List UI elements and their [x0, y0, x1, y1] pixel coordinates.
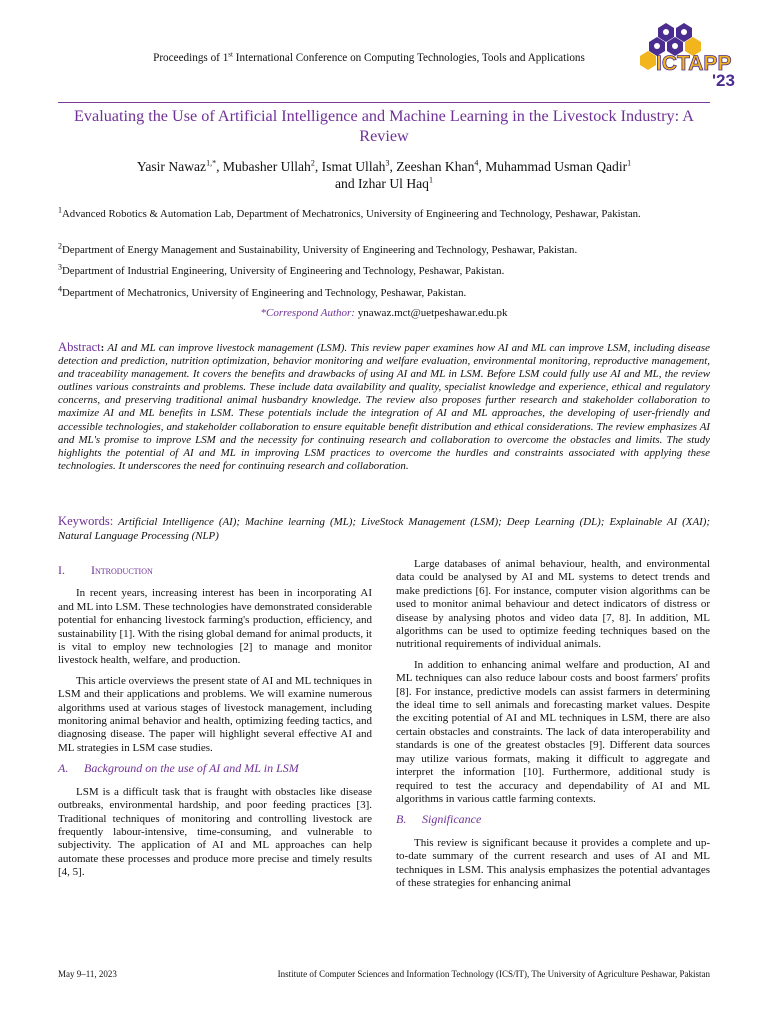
- section-heading-introduction: I. Introduction: [58, 563, 153, 577]
- paper-title: Evaluating the Use of Artificial Intelligence and Machine Learning in the Livestock Industry: A Review: [74, 107, 694, 145]
- correspondence: [58, 307, 710, 319]
- correspondence-email[interactable]: ynawaz.mct@uetpeshawar.edu.pk: [357, 307, 508, 319]
- affiliation-4: $^4$Department of Mechatronics, University of Engineering and Technology, Peshawar, Pakistan.: [58, 284, 467, 299]
- subsection-heading-background: A. Background on the use of AI and ML in LSM: [58, 761, 299, 776]
- abstract-text: AI and ML can improve livestock management (LSM). This review paper examines how AI and ML can improve LSM, including disease detection and prediction, nutrition optimization, behavior monitoring and welfare evaluation, environmental monitoring, reproductive management, and traceability management. It covers the benefits and drawbacks of using AI and ML in LSM. Before LSM could fully use AI and ML, the review outlines various constraints and problems. These include data availability and quality, specialist knowledge and experience, ethical and regulatory concerns, and preserving traditional animal husbandry knowledge. The review also proposes further research and stakeholder collaboration to maximize AI and ML benefits in LSM. These potentials include the integration of AI and ML approaches, the developing of user-friendly and accessible technologies, and stakeholder collaboration to ensure equitable benefit distribution and ethical considerations. The review emphasizes AI and ML's promise to improve LSM and the necessity for continuing research and collaboration to overcome the obstacles and limits. The study highlights the potential of AI and ML in improving LSM practices to overcome the hurdles and constraints associated with applying these technologies. It underscores the need for continuing research and collaboration.: [58, 342, 710, 472]
- author-list: [58, 158, 710, 192]
- logo-text: ICTAPP: [656, 52, 732, 75]
- header-rule: [58, 102, 710, 103]
- author-name: Muhammad Usman Qadir: [485, 159, 628, 174]
- ictapp-logo: [636, 22, 756, 92]
- author-name: and Izhar Ul Haq: [335, 176, 429, 191]
- author-name: Ismat Ullah: [321, 159, 386, 174]
- paragraph: Large databases of animal behaviour, health, and environmental data could be analysed by AI and ML systems to detect trends and make predictions [6]. For instance, computer vision algorithms can be used to monitor animal behaviour and detect indicators of distress or disease by analysing photos and video data [7, 8]. In addition, ML algorithms can be used to optimize feeding techniques based on the nutritional requirements of individual animals.: [396, 558, 710, 651]
- header-text-post: International Conference on Computing Technologies, Tools and Applications: [232, 51, 585, 64]
- abstract-label: Abstract: [58, 340, 101, 354]
- author-separator: ,: [216, 159, 223, 174]
- logo-year: '23: [712, 71, 735, 90]
- author-separator: ,: [314, 159, 322, 174]
- author-affiliation-mark: 1: [428, 175, 433, 185]
- paragraph: LSM is a difficult task that is fraught with obstacles like disease outbreaks, environmental hardship, and poor feeding practices [3]. Traditional techniques of monitoring and controlling livestock are frequently labour-intensive, time-consuming, and vulnerable to subjectivity. The application of AI and ML approaches can help automate these processes and produce more precise and timely results [4, 5].: [58, 785, 372, 879]
- header-text-pre: Proceedings of 1: [153, 51, 229, 64]
- affiliation-1: $^1$Advanced Robotics & Automation Lab, Department of Mechatronics, University of Engineering and Technology, Peshawar, Pakistan.: [58, 205, 641, 220]
- author-affiliation-mark: 1,*: [206, 158, 217, 168]
- subsection-heading-significance: B. Significance: [396, 812, 482, 827]
- footer-institution: Institute of Computer Sciences and Information Technology (ICS/IT), The University of Agriculture Peshawar, Pakistan: [277, 969, 710, 979]
- author-name: Zeeshan Khan: [396, 159, 475, 174]
- affiliation-2: $^2$Department of Energy Management and Sustainability, University of Engineering and Technology, Peshawar, Pakistan.: [58, 241, 578, 256]
- header-sup: st: [228, 50, 233, 58]
- author-affiliation-mark: 4: [474, 158, 479, 168]
- author-affiliation-mark: 2: [310, 158, 315, 168]
- keywords-text: Artificial Intelligence (AI); Machine learning (ML); LiveStock Management (LSM); Deep Learning (DL); Explainable AI (XAI); Natural Language Processing (NLP): [58, 516, 710, 542]
- correspondence-label: *Correspond Author:: [260, 307, 355, 319]
- footer-date: May 9–11, 2023: [58, 969, 117, 979]
- author-separator: ,: [478, 159, 486, 174]
- paragraph: In addition to enhancing animal welfare and production, AI and ML techniques can also reduce labour costs and boost farmers' profits [8]. For instance, predictive models can assist farmers in determining the ideal time to sell animals and forecasting market values. Despite the exciting potential of AI and ML techniques in LSM, there are also certain obstacles and constraints. The lack of data interoperability and standards is one of the greatest obstacles [9]. Different data sources may utilize various formats, making it difficult to aggregate and interpret the information [10]. Furthermore, additional study is required to test the accuracy and dependability of AI and ML algorithms in various cattle farming contexts.: [396, 658, 710, 805]
- paragraph: In recent years, increasing interest has been in incorporating AI and ML into LSM. These technologies have demonstrated considerable potential for enhancing livestock farming's production, efficiency, and sustainability [1]. With the rising global demand for animal products, it is vital to employ new technologies [2] to manage and monitor livestock health, welfare, and production.: [58, 587, 372, 667]
- paragraph: This review is significant because it provides a complete and up-to-date summary of the current research and uses of AI and ML techniques in LSM. This analysis emphasizes the potential advantages of these strategies for enhancing animal: [396, 836, 710, 889]
- author-name: Mubasher Ullah: [222, 159, 311, 174]
- right-column: [396, 558, 710, 897]
- author-name: Yasir Nawaz: [136, 159, 207, 174]
- keywords: [58, 515, 710, 543]
- affiliation-3: $^3$Department of Industrial Engineering, University of Engineering and Technology, Peshawar, Pakistan.: [58, 262, 505, 277]
- author-separator: ,: [389, 159, 397, 174]
- author-affiliation-mark: 3: [385, 158, 390, 168]
- left-column: [58, 558, 372, 887]
- paragraph: This article overviews the present state of AI and ML techniques in LSM and their applications and problems. We will examine numerous algorithms used at various stages of livestock management, including monitoring animal behavior and health, optimizing feeding tactics, and diagnosing disease. The paper will highlight several effective AI and ML strategies in LSM case studies.: [58, 674, 372, 754]
- author-affiliation-mark: 1: [627, 158, 632, 168]
- abstract: Abstract: AI and ML can improve livestock management (LSM). This review paper examines how AI and ML can improve LSM, including disease detection and prediction, nutrition optimization, behavior monitoring and welfare evaluation, environmental monitoring, reproductive management, and traceability management. It covers the benefits and drawbacks of using AI and ML in LSM. Before LSM could fully use AI and ML, the review outlines various constraints and problems. These include data availability and quality, specialist knowledge and experience, ethical and regulatory concerns, and preserving traditional animal husbandry knowledge. The review also proposes further research and stakeholder collaboration to maximize AI and ML benefits in LSM. These potentials include the integration of AI and ML approaches, the developing of user-friendly and accessible technologies, and stakeholder collaboration to ensure equitable benefit distribution and ethical considerations. The review emphasizes AI and ML's promise to improve LSM and the necessity for continuing research and collaboration to overcome the obstacles and limits. The study highlights the potential of AI and ML in improving LSM practices to overcome the hurdles and constraints associated with applying these technologies. It underscores the need for continuing research and collaboration.: [58, 340, 710, 472]
- keywords-label: Keywords:: [58, 514, 114, 528]
